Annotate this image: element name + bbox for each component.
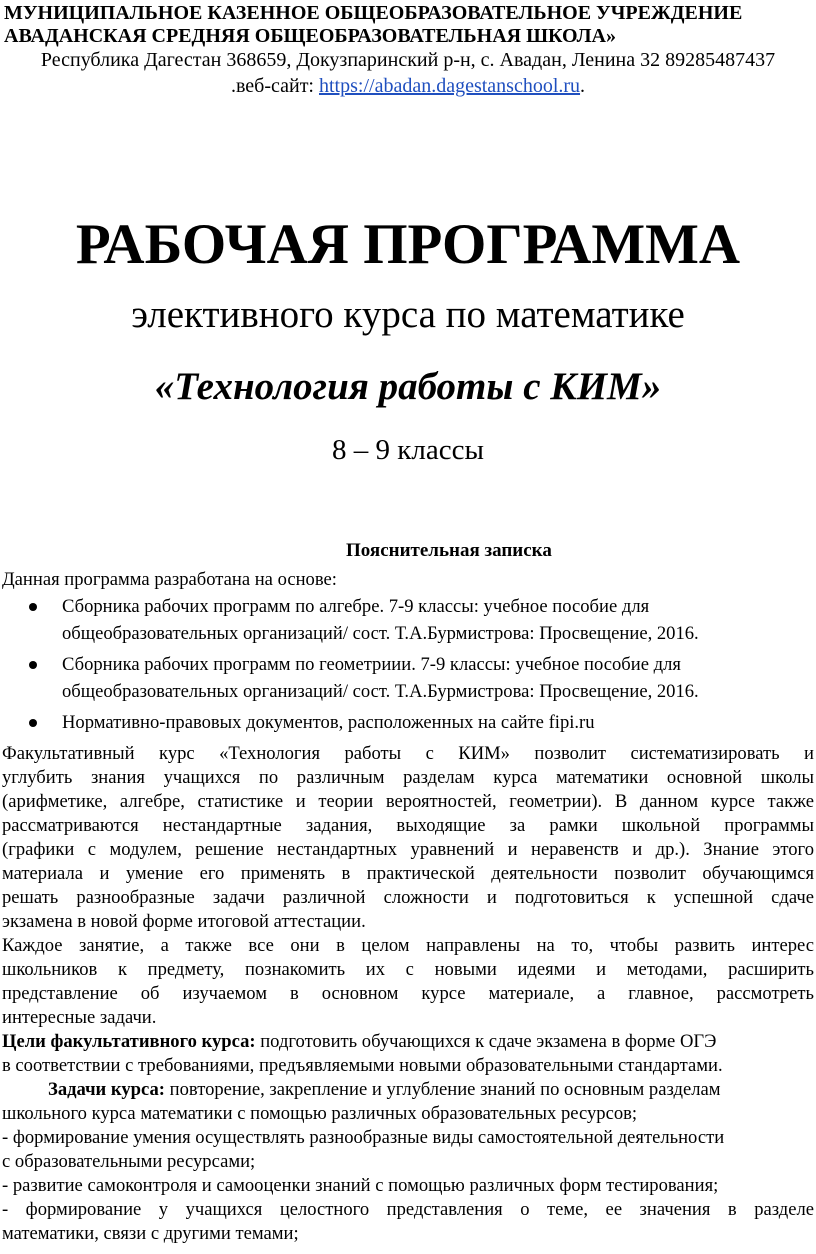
- paragraph-course-description: Факультативный курс «Технология работы с КИМ» позволит систематизировать и углубить знания учащихся по различным разделам курса математики основной школы (арифметике, алгебре, статистике и теории вероятностей, геометрии). В данном курсе также рассматриваются нестандартные задания, выходящие за рамки школьной программы (графики с модулем, решение нестандартных уравнений и неравенств и др.). Знание этого материала и умение его применять в практической деятельности позволит обучающимся решать разнообразные задачи различной сложности и подготовиться к успешной сдаче экзамена в новой форме итоговой аттестации.: [2, 743, 814, 932]
- bullet-icon: [29, 719, 37, 727]
- website-link[interactable]: https://abadan.dagestanschool.ru: [319, 75, 581, 97]
- school-website: [0, 75, 816, 98]
- paragraph-goals: Цели факультативного курса: подготовить обучающихся к сдаче экзамена в форме ОГЭ в соответствии с требованиями, предъявляемыми новыми образовательными стандартами.: [2, 1031, 723, 1076]
- section-heading: Пояснительная записка: [346, 540, 552, 561]
- document-page: МУНИЦИПАЛЬНОЕ КАЗЕННОЕ ОБЩЕОБРАЗОВАТЕЛЬНОЕ УЧРЕЖДЕНИЕ АВАДАНСКАЯ СРЕДНЯЯ ОБЩЕОБРАЗОВАТЕЛЬНАЯ ШКОЛА» Республика Дагестан 368659, Докузпаринский р-н, с. Авадан, Ленина 32 89285487437 .веб-сайт: https://abadan.dagestanschool.ru. РАБОЧАЯ ПРОГРАММА элективного курса по математике «Технология работы с КИМ» 8 – 9 классы Пояснительная записка Данная программа разработана на основе: Сборника рабочих программ по алгебре. 7-9 классы: учебное пособие для общеобразовательных организаций/ сост. Т.А.Бурмистрова: Просвещение, 2016. Сборника рабочих программ по геометриии. 7-9 классы: учебное пособие для общеобразовательных организаций/ сост. Т.А.Бурмистрова: Просвещение, 2016. Нормативно-правовых документов, расположенных на сайте fipi.ru Факультативный курс «Технология работы с КИМ» позволит систематизировать и углубить знания учащихся по различным разделам курса математики основной школы (арифметике, алгебре, статистике и теории вероятностей, геометрии). В данном курсе также рассматриваются нестандартные задания, выходящие за рамки школьной программы (графики с модулем, решение нестандартных уравнений и неравенств и др.). Знание этого материала и умение его применять в практической деятельности позволит обучающимся решать разнообразные задачи различной сложности и подготовиться к успешной сдаче экзамена в новой форме итоговой аттестации. Каждое занятие, а также все они в целом направлены на то, чтобы развить интерес школьников к предмету, познакомить их с новыми идеями и методами, расширить представление об изучаемом в основном курсе материале, а главное, рассмотреть интересные задачи. Цели факультативного курса: подготовить обучающихся к сдаче экзамена в форме ОГЭ в соответствии с требованиями, предъявляемыми новыми образовательными стандартами. Задачи курса: повторение, закрепление и углубление знаний по основным разделам школьного курса математики с помощью различных образовательных ресурсов; - формирование умения осуществлять разнообразные виды самостоятельной деятельности с образовательными ресурсами; - развитие самоконтроля и самооценки знаний с помощью различных форм тестирования; - формирование у учащихся целостного представления о теме, ее значения в разделе математики, связи с другими темами;: [2, 2, 814, 1244]
- course-name: «Технология работы с КИМ»: [154, 365, 662, 408]
- tasks-label: Задачи курса:: [48, 1079, 165, 1100]
- list-item: - формирование умения осуществлять разнообразные виды самостоятельной деятельности: [2, 1127, 725, 1148]
- bullet-icon: [29, 603, 37, 611]
- school-header-line1: МУНИЦИПАЛЬНОЕ КАЗЕННОЕ ОБЩЕОБРАЗОВАТЕЛЬНОЕ УЧРЕЖДЕНИЕ: [4, 2, 743, 24]
- document-subtitle: элективного курса по математике: [131, 293, 685, 336]
- list-item: - развитие самоконтроля и самооценки знаний с помощью различных форм тестирования;: [2, 1175, 719, 1196]
- list-item: математики, связи с другими темами;: [2, 1223, 299, 1244]
- goals-label: Цели факультативного курса:: [2, 1031, 256, 1052]
- paragraph-tasks: Задачи курса: повторение, закрепление и углубление знаний по основным разделам школьного курса математики с помощью различных образовательных ресурсов;: [2, 1079, 721, 1124]
- intro-text: Данная программа разработана на основе:: [2, 569, 337, 590]
- website-prefix: .веб-сайт:: [230, 75, 319, 97]
- paragraph-lessons: Каждое занятие, а также все они в целом направлены на то, чтобы развить интерес школьников к предмету, познакомить их с новыми идеями и методами, расширить представление об изучаемом в основном курсе материале, а главное, рассмотреть интересные задачи.: [2, 935, 814, 1028]
- bullet-icon: [29, 661, 37, 669]
- document-title: РАБОЧАЯ ПРОГРАММА: [75, 213, 741, 276]
- tasks-list: [2, 1126, 814, 1246]
- school-address: Республика Дагестан 368659, Докузпаринский р-н, с. Авадан, Ленина 32 89285487437: [40, 49, 776, 71]
- course-grades: 8 – 9 классы: [332, 434, 484, 466]
- list-item: с образовательными ресурсами;: [2, 1151, 256, 1172]
- list-item: - формирование у учащихся целостного представления о теме, ее значения в разделе: [2, 1199, 814, 1220]
- website-suffix: .: [580, 75, 586, 97]
- school-header-line2: АВАДАНСКАЯ СРЕДНЯЯ ОБЩЕОБРАЗОВАТЕЛЬНАЯ ШКОЛА»: [4, 25, 616, 47]
